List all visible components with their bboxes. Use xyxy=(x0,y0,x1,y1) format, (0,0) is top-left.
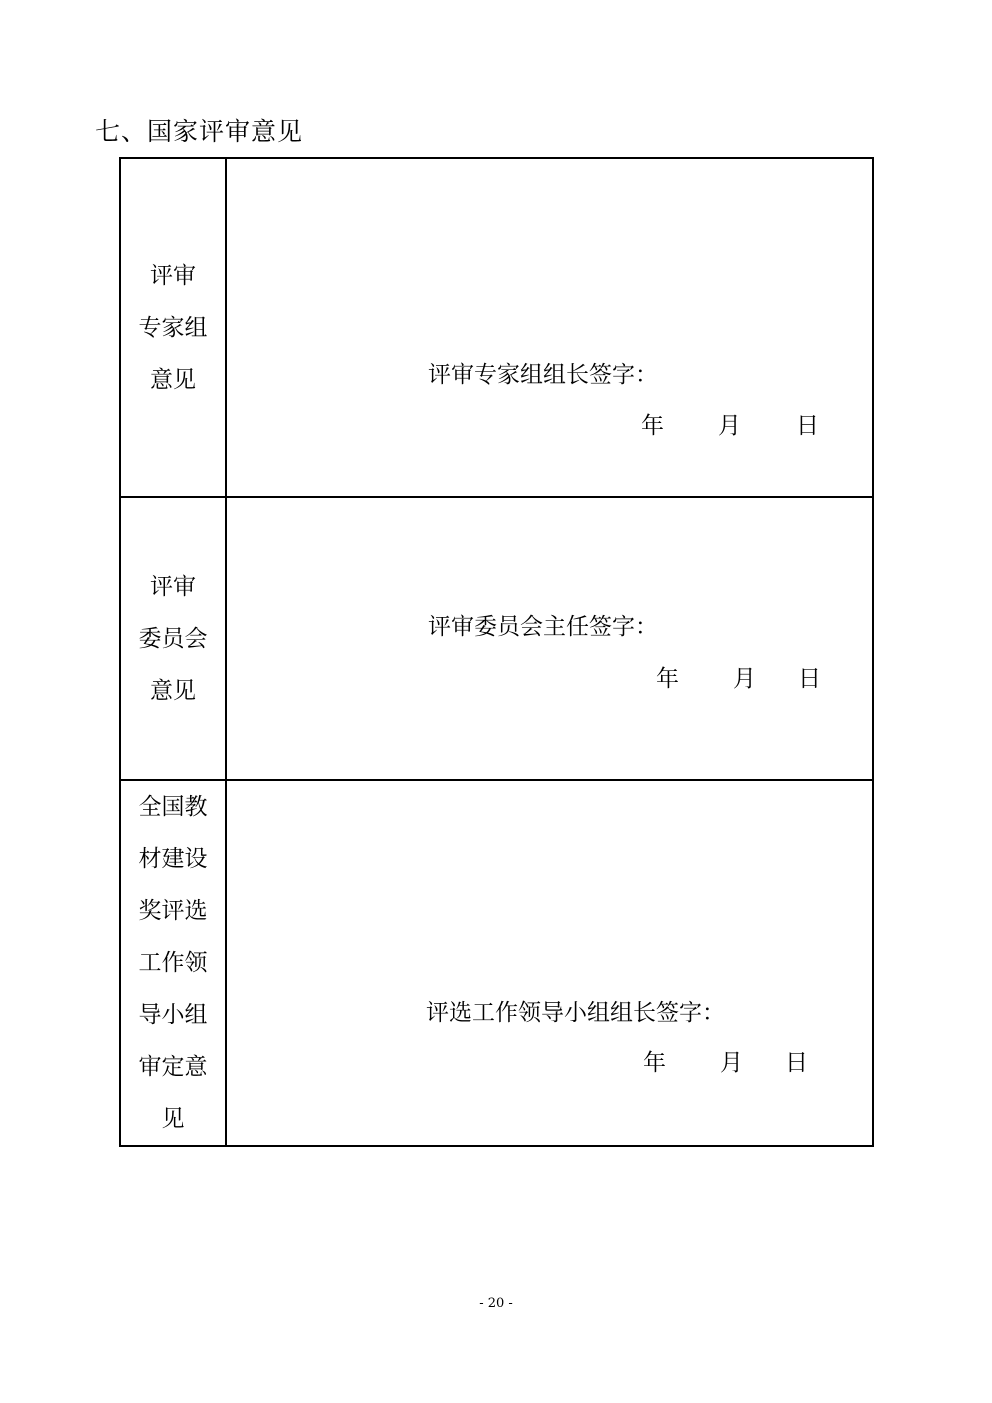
date-month-label: 月 xyxy=(718,413,741,439)
date-year-label: 年 xyxy=(656,666,679,692)
review-opinion-table xyxy=(119,157,874,1147)
date-month-label: 月 xyxy=(720,1050,743,1076)
label-line: 导小组 xyxy=(138,1002,208,1028)
date-year-label: 年 xyxy=(643,1050,666,1076)
signature-label: 评选工作领导小组组长签字： xyxy=(426,1000,725,1026)
date-month-label: 月 xyxy=(733,666,756,692)
date-day-label: 日 xyxy=(798,666,821,692)
label-line: 委员会 xyxy=(138,625,208,652)
date-year-label: 年 xyxy=(641,413,664,439)
table-row-expert-group xyxy=(120,158,873,497)
page-number: - 20 - xyxy=(479,1296,513,1311)
signature-label: 评审委员会主任签字： xyxy=(428,614,658,640)
label-line: 专家组 xyxy=(138,314,208,341)
opinion-cell-leading-group[interactable] xyxy=(226,780,873,1146)
label-line: 全国教 xyxy=(138,794,208,820)
label-cell-review-committee xyxy=(120,497,226,780)
label-cell-leading-group xyxy=(120,780,226,1146)
date-day-label: 日 xyxy=(796,413,819,439)
label-line: 工作领 xyxy=(138,950,208,976)
table-row-leading-group xyxy=(120,780,873,1146)
label-line: 材建设 xyxy=(138,846,208,872)
section-title: 七、国家评审意见 xyxy=(95,117,304,146)
label-line: 评审 xyxy=(150,262,196,289)
opinion-cell-expert-group[interactable] xyxy=(226,158,873,497)
label-line: 审定意 xyxy=(138,1054,208,1080)
opinion-cell-review-committee[interactable] xyxy=(226,497,873,780)
label-line: 见 xyxy=(161,1106,185,1132)
label-line: 意见 xyxy=(150,677,196,704)
label-line: 意见 xyxy=(150,366,196,393)
date-day-label: 日 xyxy=(785,1050,808,1076)
signature-label: 评审专家组组长签字： xyxy=(428,362,658,388)
label-cell-expert-group xyxy=(120,158,226,497)
table-row-review-committee xyxy=(120,497,873,780)
label-line: 奖评选 xyxy=(138,898,208,924)
label-line: 评审 xyxy=(150,573,196,600)
